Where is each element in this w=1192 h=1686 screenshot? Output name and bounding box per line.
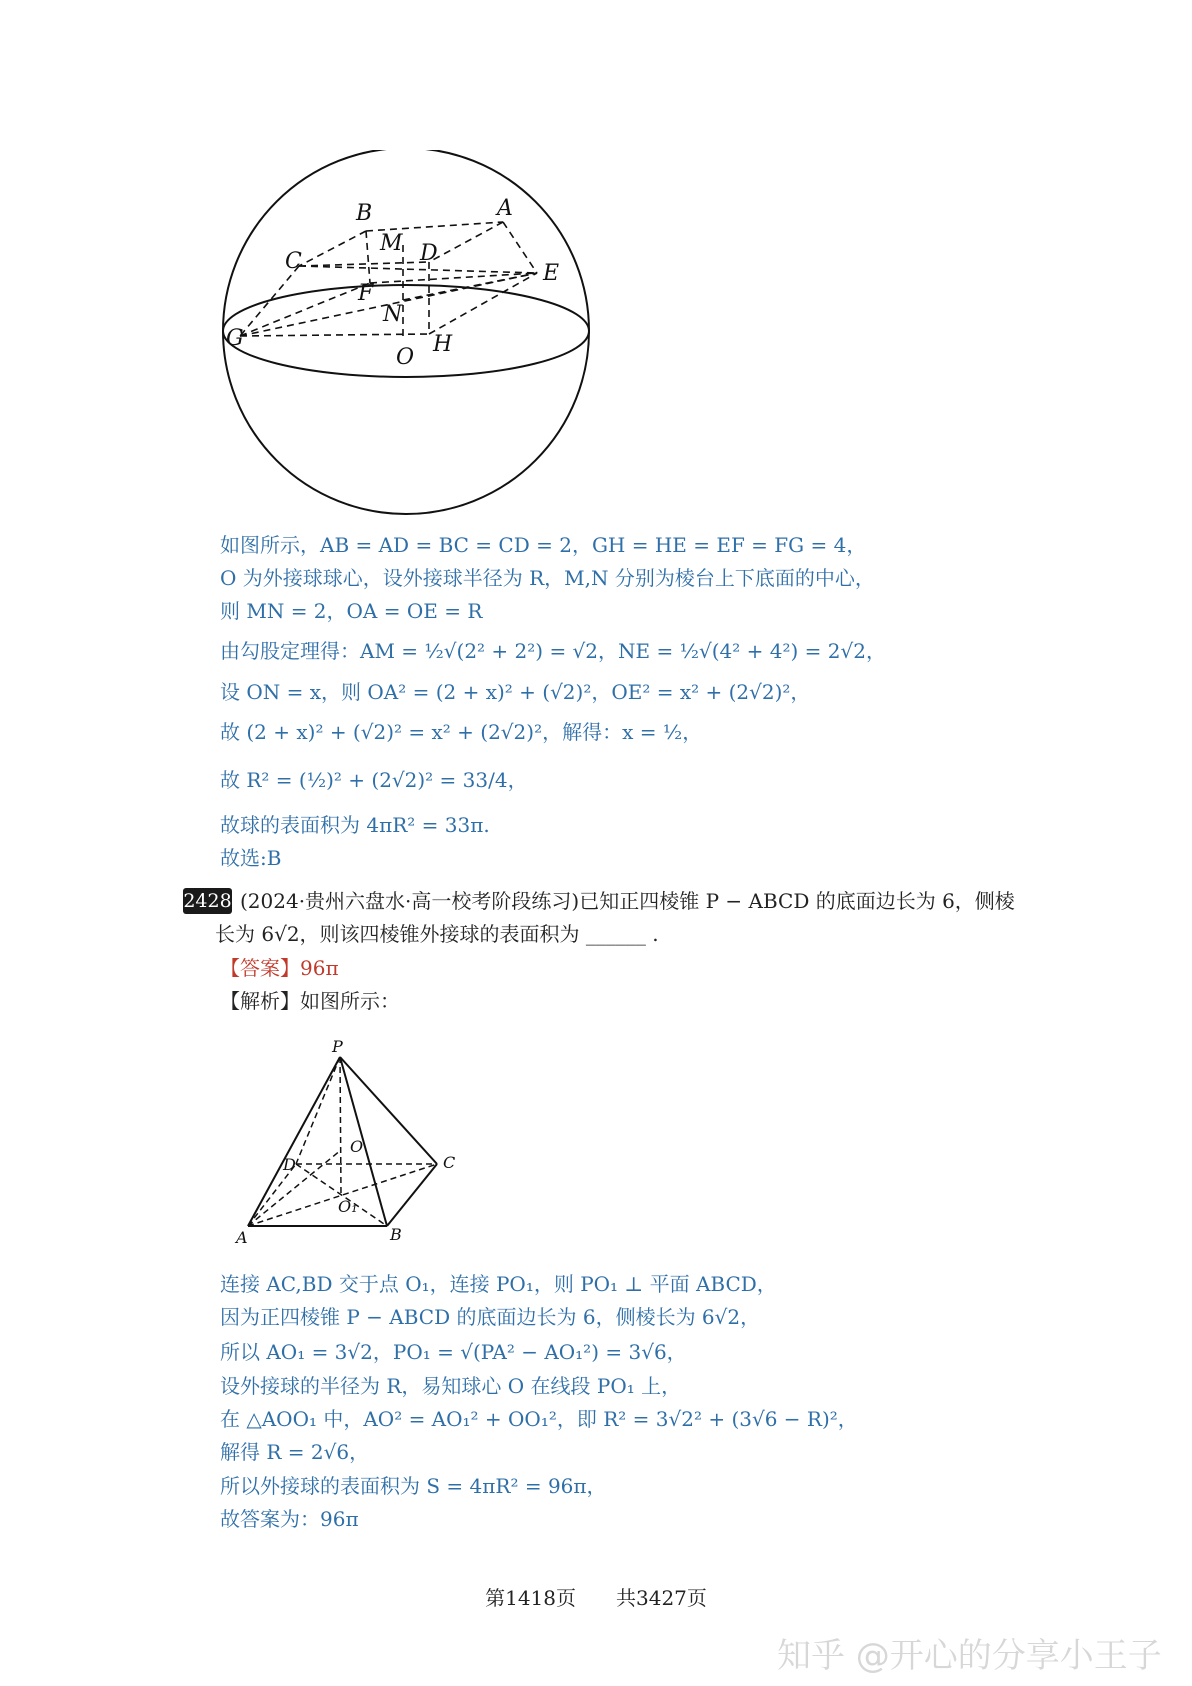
page-footer: 第1418页 共3427页 xyxy=(485,1586,707,1610)
solution-1-line: 则 MN = 2，OA = OE = R xyxy=(220,599,483,623)
label-A: A xyxy=(497,196,513,221)
label-O1: O₁ xyxy=(338,1197,358,1216)
solution-1-line: 设 ON = x，则 OA² = (2 + x)² + (√2)²，OE² = x² + (2√2)²， xyxy=(220,680,811,704)
solution-2-line: 故答案为：96π xyxy=(220,1507,359,1531)
analysis-label: 【解析】 xyxy=(220,989,300,1013)
label-E: E xyxy=(543,261,560,286)
label-M: M xyxy=(380,231,403,256)
answer-row xyxy=(220,955,339,981)
solution-1-line: 故球的表面积为 4πR² = 33π. xyxy=(220,813,490,837)
label-D: D xyxy=(283,1155,296,1174)
sphere-outline xyxy=(223,150,589,514)
solution-1-line: 故 (2 + x)² + (√2)² = x² + (2√2)²，解得：x = ½， xyxy=(220,720,703,744)
label-C: C xyxy=(285,249,302,274)
solution-2-line: 连接 AC,BD 交于点 O₁，连接 PO₁，则 PO₁ ⊥ 平面 ABCD， xyxy=(220,1272,777,1296)
solution-2-line: 解得 R = 2√6， xyxy=(220,1440,370,1464)
answer-label: 【答案】 xyxy=(220,956,300,980)
label-A: A xyxy=(236,1228,248,1247)
problem-text-line1: (2024·贵州六盘水·高一校考阶段练习)已知正四棱锥 P − ABCD 的底面边长为 6，侧棱 xyxy=(240,889,1015,913)
label-B: B xyxy=(390,1225,402,1244)
analysis-text: 如图所示： xyxy=(300,989,400,1013)
label-O: O xyxy=(350,1137,364,1156)
solution-2-line: 所以 AO₁ = 3√2，PO₁ = √(PA² − AO₁²) = 3√6， xyxy=(220,1340,687,1364)
label-B: B xyxy=(356,201,373,226)
problem-number-badge: 2428 xyxy=(183,890,232,912)
solution-2-line: 因为正四棱锥 P − ABCD 的底面边长为 6，侧棱长为 6√2， xyxy=(220,1305,761,1329)
label-P: P xyxy=(332,1037,343,1056)
solution-2-line: 所以外接球的表面积为 S = 4πR² = 96π， xyxy=(220,1474,607,1498)
solution-1-line: 故 R² = (½)² + (2√2)² = 33/4， xyxy=(220,768,528,792)
sphere-frustum-figure xyxy=(200,150,620,520)
solution-1-line: 由勾股定理得：AM = ½√(2² + 2²) = √2，NE = ½√(4² + 4²) = 2√2， xyxy=(220,639,886,663)
label-F: F xyxy=(358,281,374,306)
analysis-row xyxy=(220,988,400,1014)
solution-1-line: O 为外接球球心，设外接球半径为 R，M,N 分别为棱台上下底面的中心， xyxy=(220,566,875,590)
label-O: O xyxy=(396,345,415,370)
equator-back xyxy=(223,285,589,331)
label-D: D xyxy=(420,241,438,266)
answer-value: 96π xyxy=(300,956,339,980)
label-H: H xyxy=(433,332,453,357)
label-N: N xyxy=(383,302,403,327)
solution-1-line: 如图所示，AB = AD = BC = CD = 2，GH = HE = EF = FG = 4， xyxy=(220,533,867,557)
pyramid-figure xyxy=(225,1035,465,1250)
label-G: G xyxy=(226,326,244,351)
solution-2-line: 设外接球的半径为 R，易知球心 O 在线段 PO₁ 上， xyxy=(220,1374,682,1398)
watermark: 知乎 @开心的分享小王子 xyxy=(777,1636,1162,1676)
solution-1-line: 故选:B xyxy=(220,846,282,870)
label-C: C xyxy=(443,1153,456,1172)
problem-text-line2: 长为 6√2，则该四棱锥外接球的表面积为 ______ . xyxy=(215,922,659,946)
solution-2-line: 在 △AOO₁ 中，AO² = AO₁² + OO₁²，即 R² = 3√2² + (3√6 − R)²， xyxy=(220,1407,858,1431)
